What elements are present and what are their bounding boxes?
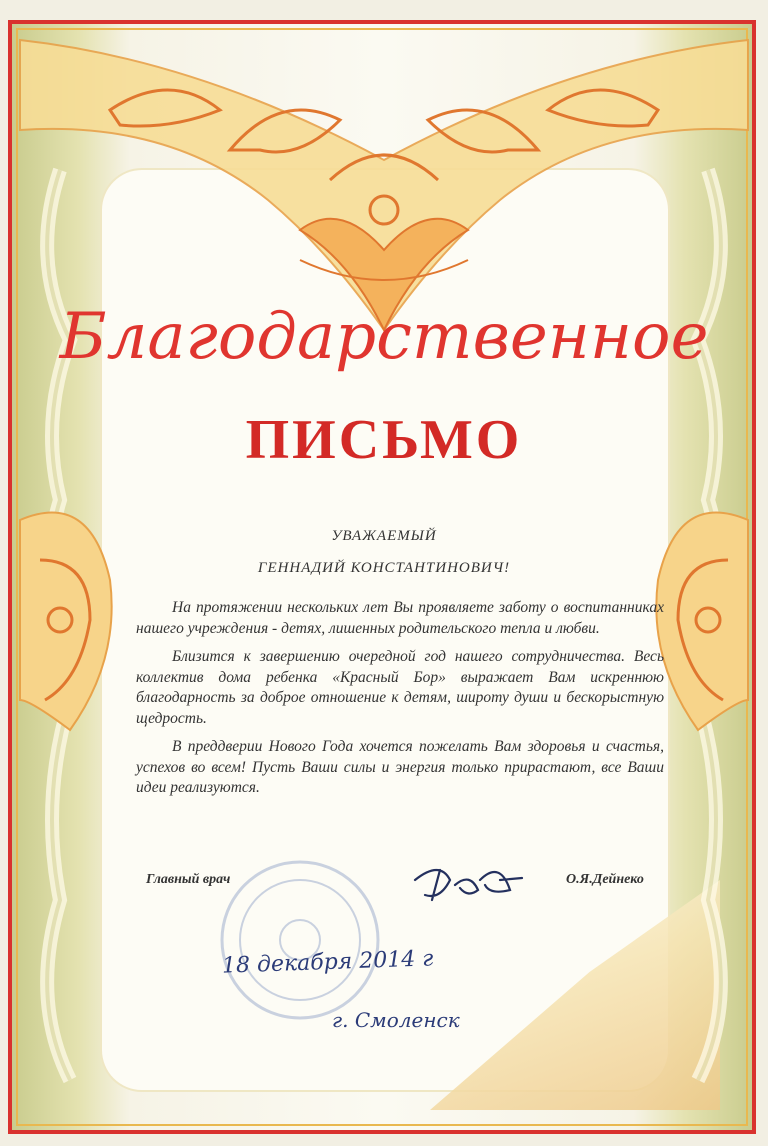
handwritten-signature-icon xyxy=(415,870,522,900)
signatory-role: Главный врач xyxy=(146,872,231,887)
paragraph-2: Близится к завершению очередной год нашего сотрудничества. Весь коллектив дома ребенка «Красный Бор» выражает Вам искреннюю благодарность за доброе отношение к детям, широту души и бескорыстную щедрость. xyxy=(136,648,664,727)
salutation-line-1: УВАЖАЕМЫЙ xyxy=(331,528,437,544)
top-ornament-icon xyxy=(20,40,748,330)
signatory-name: О.Я.Дейнеко xyxy=(566,872,644,887)
title-script: Благодарственное xyxy=(59,300,709,374)
handwritten-date: 18 декабря 2014 г xyxy=(221,946,434,979)
letter-body xyxy=(136,598,664,807)
title-main: ПИСЬМО xyxy=(245,409,523,471)
official-stamp-icon xyxy=(222,862,378,1018)
handwritten-city: г. Смоленск xyxy=(332,1008,460,1032)
paragraph-3: В преддверии Нового Года хочется пожелать Вам здоровья и счастья, успехов во всем! Пусть Ваши силы и энергия только прирастают, все Ваши идеи реализуются. xyxy=(136,738,664,796)
left-medallion-icon xyxy=(20,513,112,731)
right-medallion-icon xyxy=(656,513,748,731)
paragraph-1: На протяжении нескольких лет Вы проявляете заботу о воспитанниках нашего учреждения - детях, лишенных родительского тепла и любви. xyxy=(136,599,664,637)
salutation-line-2: ГЕННАДИЙ КОНСТАНТИНОВИЧ! xyxy=(257,560,511,576)
